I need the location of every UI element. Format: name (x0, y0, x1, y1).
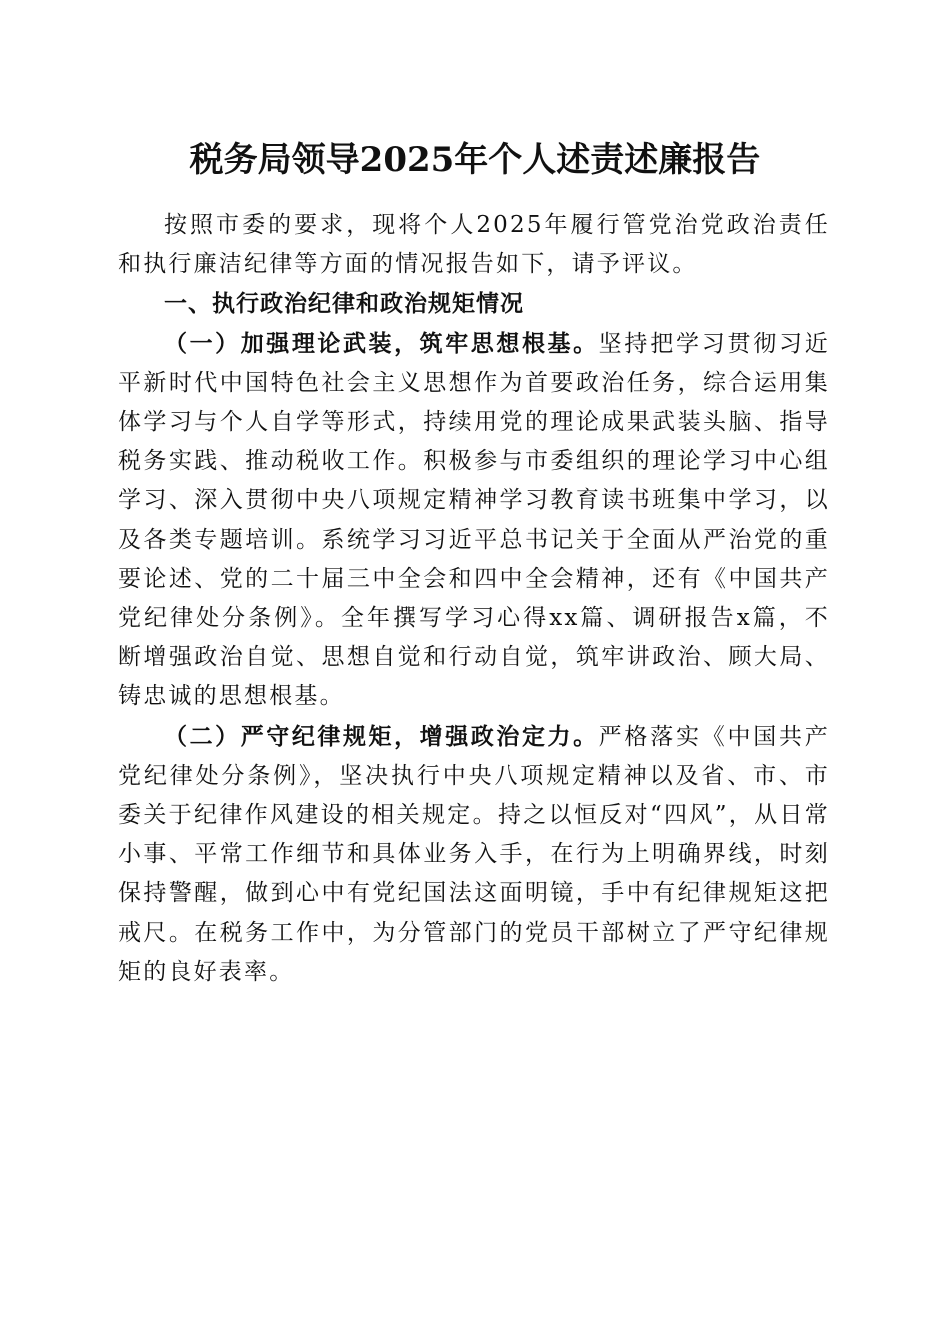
subsection-1-lead: （一）加强理论武装，筑牢思想根基。 (164, 329, 599, 357)
intro-paragraph: 按照市委的要求，现将个人2025年履行管党治党政治责任和执行廉洁纪律等方面的情况报告如下，请予评议。 (118, 212, 830, 278)
subsection-2-lead: （二）严守纪律规矩，增强政治定力。 (164, 722, 599, 750)
document-title: 税务局领导2025年个人述责述廉报告 (189, 140, 761, 180)
subsection-1-paragraph (118, 324, 830, 717)
section-heading: 一、执行政治纪律和政治规矩情况 (164, 290, 524, 318)
document-body (118, 206, 830, 992)
subsection-2-text: 严格落实《中国共产党纪律处分条例》，坚决执行中央八项规定精神以及省、市、市委关于纪律作风建设的相关规定。持之以恒反对“四风”，从日常小事、平常工作细节和具体业务入手，在行为上明确界线，时刻保持警醒，做到心中有党纪国法这面明镜，手中有纪律规矩这把戒尺。在税务工作中，为分管部门的党员干部树立了严守纪律规矩的良好表率。 (118, 723, 830, 985)
subsection-1-text: 坚持把学习贯彻习近平新时代中国特色社会主义思想作为首要政治任务，综合运用集体学习与个人自学等形式，持续用党的理论成果武装头脑、指导税务实践、推动税收工作。积极参与市委组织的理论学习中心组学习、深入贯彻中央八项规定精神学习教育读书班集中学习，以及各类专题培训。系统学习习近平总书记关于全面从严治党的重要论述、党的二十届三中全会和四中全会精神，还有《中国共产党纪律处分条例》。全年撰写学习心得xx篇、调研报告x篇，不断增强政治自觉、思想自觉和行动自觉，筑牢讲政治、顾大局、铸忠诚的思想根基。 (118, 330, 830, 710)
subsection-2-paragraph (118, 717, 830, 992)
